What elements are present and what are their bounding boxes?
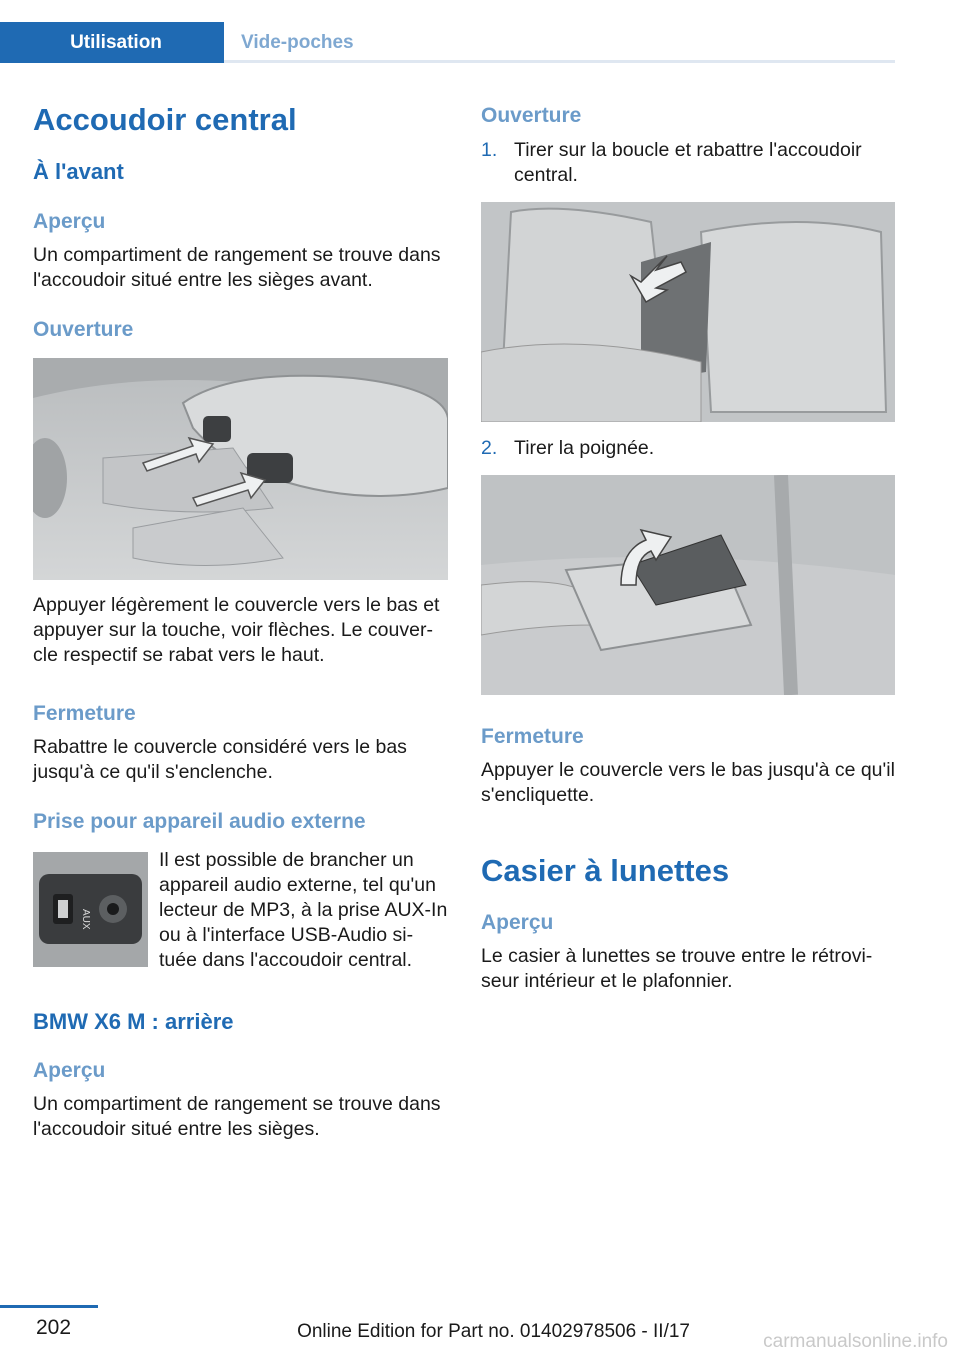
heading-audio-socket: Prise pour appareil audio externe [33,810,366,833]
svg-text:AUX: AUX [80,909,91,930]
heading-overview: Aperçu [33,210,106,233]
footer-rule [0,1305,98,1308]
heading-rear: BMW X6 M : arrière [33,1009,234,1034]
edition-info: Online Edition for Part no. 01402978506 - II/17 [297,1321,690,1342]
watermark: carmanualsonline.info [763,1331,948,1352]
step-number-2: 2. [481,437,498,459]
section-title-accoudoir: Accoudoir central [33,102,297,137]
heading-right-opening: Ouverture [481,104,582,127]
heading-rear-overview: Aperçu [33,1059,106,1082]
page-number: 202 [36,1316,72,1339]
rear-armrest-handle-illustration [481,475,895,695]
text-glasses-overview: Le casier à lunettes se trouve entre le rétrovi‐seur intérieur et le plafonnier. [481,945,873,992]
step-text-2: Tirer la poignée. [514,437,655,459]
text-rear-overview: Un compartiment de rangement se trouve dans l'accoudoir situé entre les sièges. [33,1093,441,1140]
heading-opening: Ouverture [33,318,134,341]
text-opening: Appuyer légèrement le couvercle vers le bas et appuyer sur la touche, voir flèches. Le couver‐cle respectif se rabat vers le haut. [33,594,440,666]
heading-front: À l'avant [33,159,124,184]
text-audio-socket: Il est possible de brancher un appareil audio externe, tel qu'un lecteur de MP3, à la prise AUX-In ou à l'interface USB-Audio si‐tuée dans l'accoudoir central. [159,849,448,971]
section-title-glasses: Casier à lunettes [481,853,730,888]
text-closing: Rabattre le couvercle considéré vers le bas jusqu'à ce qu'il s'enclenche. [33,736,407,783]
heading-glasses-overview: Aperçu [481,911,554,934]
heading-closing: Fermeture [33,702,136,725]
tab-utilisation[interactable]: Utilisation [0,22,224,63]
step-number-1: 1. [481,139,498,161]
tab-vide-poches[interactable]: Vide-poches [241,31,354,53]
step-text-1: Tirer sur la boucle et rabattre l'accoudoir central. [514,139,862,186]
page-header [0,22,895,62]
audio-socket-illustration [33,852,148,967]
text-right-closing: Appuyer le couvercle vers le bas jusqu'à ce qu'il s'encliquette. [481,759,895,806]
text-overview: Un compartiment de rangement se trouve dans l'accoudoir situé entre les sièges avant. [33,244,441,291]
heading-right-closing: Fermeture [481,725,584,748]
rear-armrest-fold-illustration [481,202,895,422]
front-armrest-illustration [33,358,448,580]
